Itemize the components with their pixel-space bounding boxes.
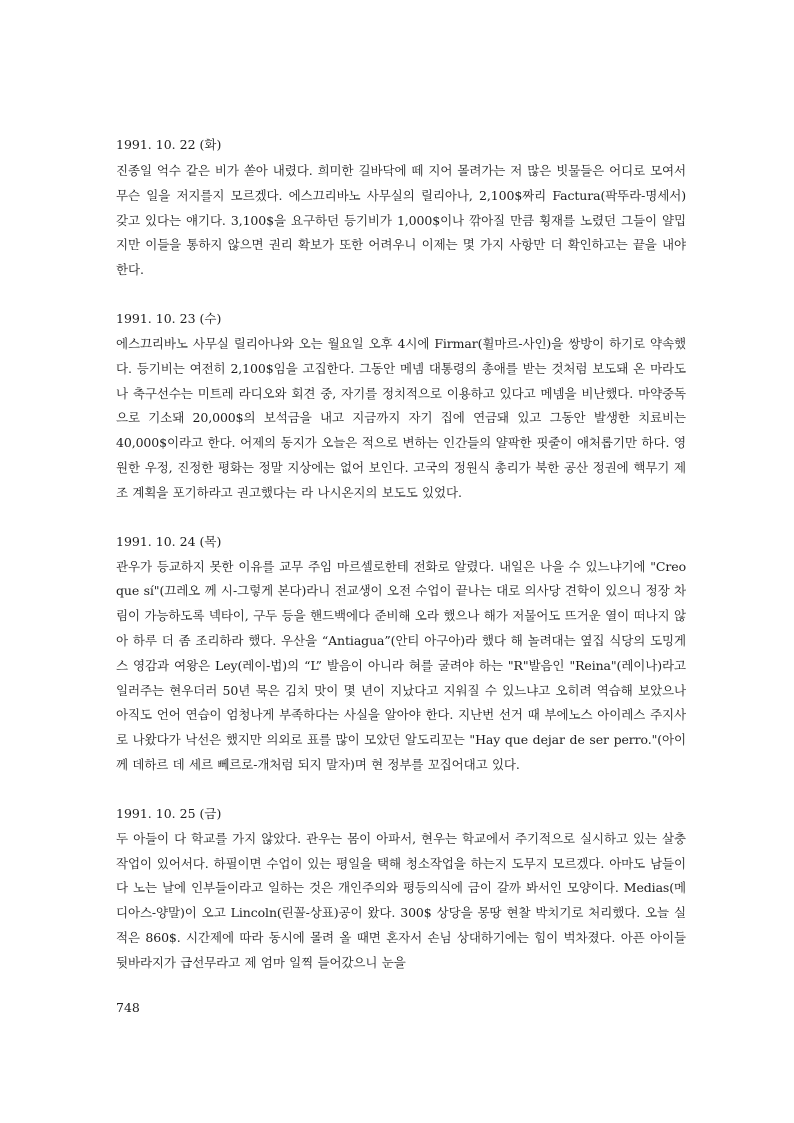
entry-text: 관우가 등교하지 못한 이유를 교무 주임 마르셀로한테 전화로 알렸다. 내일은 나을 수 있느냐기에 "Creo que sí"(끄레오 께 시-그렇게 본다)라니 전교생이 오전 수업이 끝나는 대로 의사당 견학이 있으니 정장 차림이 가능하도록 넥타이, 구두 등을 핸드백에다 준비해 오라 했으나 해가 저물어도 뜨거운 열이 떠나지 않아 하루 더 좀 조리하라 했다. 우산을 “Antiagua”(안티 아구아)라 했다 해 놀려대는 옆집 식당의 도밍게스 영감과 여왕은 Ley(레이-법)의 “L” 발음이 아니라 혀를 굴려야 하는 "R"발음인 "Reina"(레이나)라고 일러주는 현우더러 50년 묵은 김치 맛이 몇 년이 지났다고 지워질 수 있느냐고 오히려 역습해 보았으나 아직도 언어 연습이 엄청나게 부족하다는 사실을 알아야 한다. 지난번 선거 때 부에노스 아이레스 주지사로 나왔다가 낙선은 했지만 의외로 표를 많이 모았던 알도리꼬는 "Hay que dejar de ser perro."(아이 께 데하르 데 세르 뻬르로-개처럼 되지 말자)며 현 정부를 꼬집어대고 있다.	[116, 558, 686, 772]
entry-date: 1991. 10. 23 (수)	[116, 310, 222, 326]
entry-date: 1991. 10. 22 (화)	[116, 137, 222, 152]
page-number: 748	[116, 1000, 140, 1015]
entry-text: 에스끄리바노 사무실 릴리아나와 오는 월요일 오후 4시에 Firmar(휠마르-사인)을 쌍방이 하기로 약속했다. 등기비는 여전히 2,100$임을 고집한다. 그동안 메넴 대통령의 총애를 받는 것처럼 보도돼 온 마라도나 축구선수는 미트레 라디오와 회견 중, 자기를 정치적으로 이용하고 있다고 메넴을 비난했다. 마약중독으로 기소돼 20,000$의 보석금을 내고 지금까지 자기 집에 연금돼 있고 그동안 발생한 치료비는 40,000$이라고 한다. 어제의 동지가 오늘은 적으로 변하는 인간들의 얄팍한 핏줄이 애처롭기만 하다. 영원한 우정, 진정한 평화는 정말 지상에는 없어 보인다. 고국의 정원식 총리가 북한 공산 정권에 핵무기 제조 계획을 포기하라고 권고했다는 라 나시온지의 보도도 있었다.	[116, 335, 686, 500]
entry-text: 진종일 억수 같은 비가 쏟아 내렸다. 희미한 길바닥에 떼 지어 몰려가는 저 많은 빗물들은 어디로 모여서 무슨 일을 저지를지 모르겠다. 에스끄리바노 사무실의 릴리아나, 2,100$짜리 Factura(팍뚜라-명세서) 갖고 있다는 얘기다. 3,100$을 요구하던 등기비가 1,000$이나 깎아질 만큼 횡재를 노렸던 그들이 얄밉지만 이들을 통하지 않으면 권리 확보가 또한 어려우니 이제는 몇 가지 사항만 더 확인하고는 끝을 내야 한다.	[116, 163, 686, 278]
entry-date: 1991. 10. 24 (목)	[116, 533, 222, 549]
diary-entry	[116, 309, 686, 506]
diary-entry	[116, 532, 686, 778]
entry-date: 1991. 10. 25 (금)	[116, 805, 222, 821]
diary-entry	[116, 804, 686, 976]
diary-entry	[116, 135, 686, 283]
entry-text: 두 아들이 다 학교를 가지 않았다. 관우는 몸이 아파서, 현우는 학교에서 주기적으로 실시하고 있는 살충작업이 있어서다. 하필이면 수업이 있는 평일을 택해 청소작업을 하는지 도무지 모르겠다. 아마도 남들이 다 노는 날에 인부들이라고 일하는 것은 개인주의와 평등의식에 금이 갈까 봐서인 모양이다. Medias(메디아스-양말)이 오고 Lincoln(린꼴-상표)공이 왔다. 300$ 상당을 몽땅 현찰 박치기로 처리했다. 오늘 실적은 860$. 시간제에 따라 동시에 몰려 올 때면 혼자서 손님 상대하기에는 힘이 벅차졌다. 아픈 아이들 뒷바라지가 급선무라고 제 엄마 일찍 들어갔으니 눈을	[116, 830, 686, 970]
diary-page	[116, 135, 686, 1002]
